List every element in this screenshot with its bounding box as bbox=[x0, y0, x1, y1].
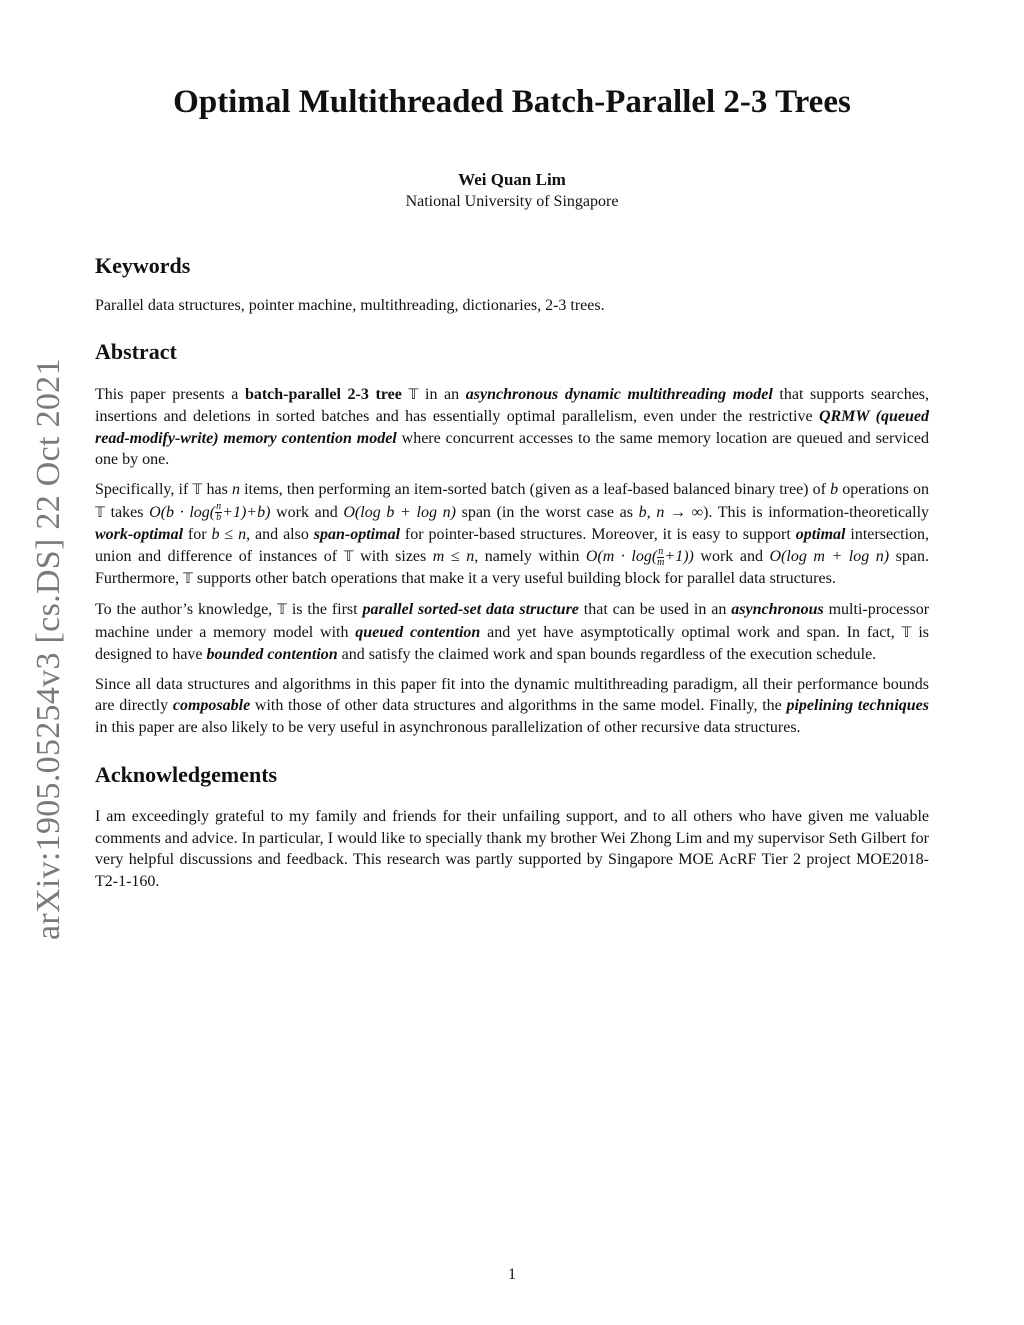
keywords-text: Parallel data structures, pointer machine, multithreading, dictionaries, 2-3 trees. bbox=[95, 296, 605, 314]
paper-body bbox=[95, 252, 929, 892]
abstract-paragraph-1: This paper presents a batch-parallel 2-3 tree 𝕋 in an asynchronous dynamic multithreading model that supports searches, insertions and deletions in sorted batches and has essentially optimal parallelism, even under the restrictive QRMW (queued read-modify-write) memory contention model where concurrent accesses to the same memory location are queued and serviced one by one. bbox=[95, 385, 930, 469]
author-name: Wei Quan Lim bbox=[458, 170, 566, 189]
abstract-paragraph-3: To the author’s knowledge, 𝕋 is the first parallel sorted-set data structure that can be used in an asynchronous multi-processor machine under a memory model with queued contention and yet have asymptotically optimal work and span. In fact, 𝕋 is designed to have bounded contention and satisfy the claimed work and span bounds regardless of the execution schedule. bbox=[95, 600, 930, 664]
abstract-heading: Abstract bbox=[95, 339, 177, 365]
arxiv-identifier: arXiv:1905.05254v3 [cs.DS] 22 Oct 2021 bbox=[30, 358, 67, 940]
acknowledgements-heading: Acknowledgements bbox=[95, 761, 278, 787]
paper-title: Optimal Multithreaded Batch-Parallel 2-3 Trees bbox=[173, 84, 851, 120]
abstract-paragraph-2: Specifically, if 𝕋 has n items, then performing an item-sorted batch (given as a leaf-based balanced binary tree) of b operations on 𝕋 takes O(b · log( $\frac{n}{b}$ +1)+b) work and O(log b + log n) span (in the worst case as b, n → ∞). This is information-theoretically work-optimal for b ≤ n, and also span-optimal for pointer-based structures. Moreover, it is easy to support optimal intersection, union and difference of instances of 𝕋 with sizes m ≤ n, namely within O(m · log( $\frac{n}{m}$ +1)) work and O(log m + log n) span. Furthermore, 𝕋 supports other batch operations that make it a very useful building block for parallel data structures. bbox=[95, 480, 930, 588]
fraction-n-over-m: $\frac{n}{m}$ bbox=[657, 545, 665, 568]
acknowledgements-text: I am exceedingly grateful to my family and friends for their unfailing support, and to all others who have given me valuable comments and advice. In particular, I would like to specially thank my brother Wei Zhong Lim and my supervisor Seth Gilbert for very helpful discussions and feedback. This research was partly supported by Singapore MOE AcRF Tier 2 project MOE2018-T2-1-160. bbox=[95, 808, 929, 890]
abstract-paragraph-4: Since all data structures and algorithms in this paper fit into the dynamic multithreading paradigm, all their performance bounds are directly composable with those of other data structures and algorithms in the same model. Finally, the pipelining techniques in this paper are also likely to be very useful in asynchronous parallelization of other recursive data structures. bbox=[95, 675, 930, 736]
keywords-heading: Keywords bbox=[95, 253, 191, 278]
author-affiliation: National University of Singapore bbox=[405, 193, 619, 210]
page-number: 1 bbox=[508, 1266, 516, 1283]
fraction-n-over-b: $\frac{n}{b}$ bbox=[216, 501, 222, 524]
